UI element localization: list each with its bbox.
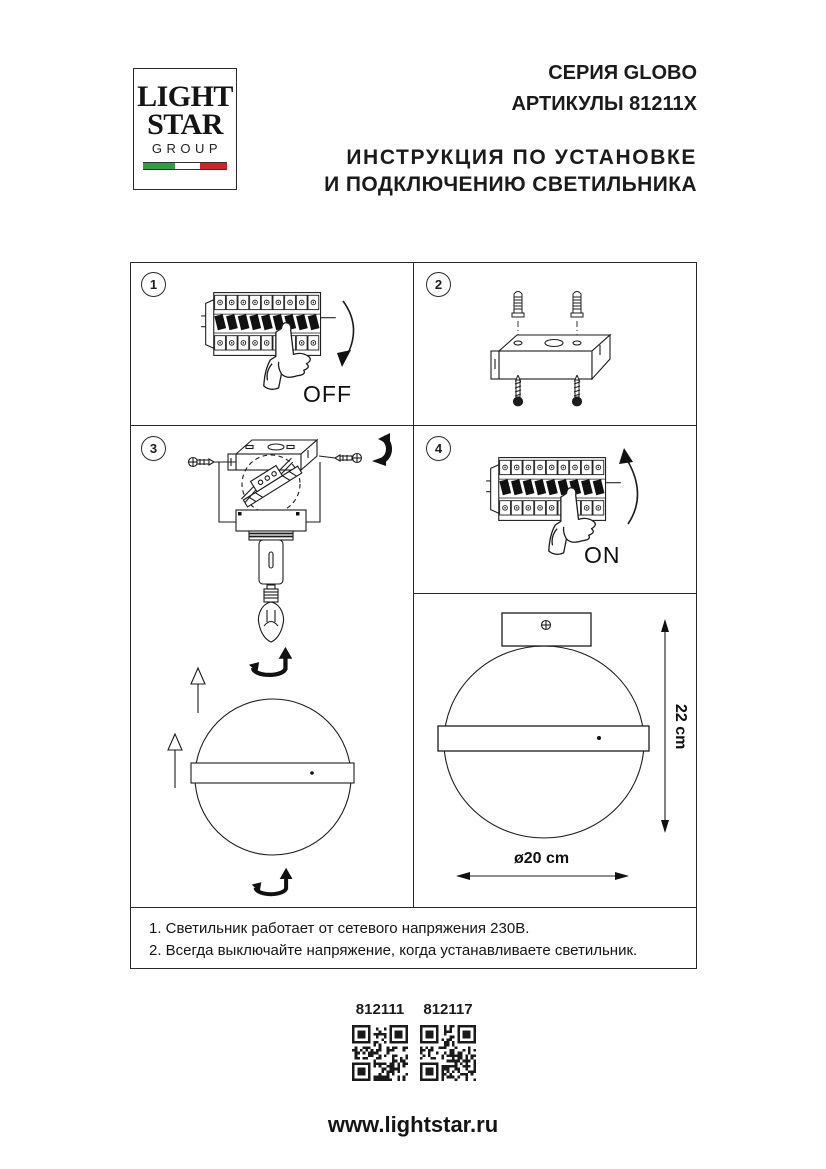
qr-block-812111: [351, 1001, 409, 1081]
assembly-drawing: [131, 426, 413, 907]
series-title: СЕРИЯ GLOBO: [548, 62, 697, 84]
breaker-on-drawing: [414, 426, 698, 593]
notes-box: [131, 907, 698, 970]
lightstar-logo: [133, 68, 237, 190]
bracket-mount-drawing: [414, 263, 698, 425]
qr-code-812111: [352, 1025, 408, 1081]
flag-white: [175, 163, 200, 169]
qr-label-812111: 812111: [355, 1001, 405, 1018]
breaker-off-drawing: [131, 263, 413, 425]
logo-word-light: LIGHT: [137, 80, 233, 113]
step3-number-badge: 3: [141, 436, 166, 461]
italian-flag-bar: [143, 162, 227, 170]
instruction-title-line2: И ПОДКЛЮЧЕНИЮ СВЕТИЛЬНИКА: [324, 173, 697, 196]
diameter-dimension-label: ø20 cm: [514, 850, 570, 867]
step4-panel: [414, 426, 698, 593]
on-label: ON: [584, 542, 621, 568]
step1-number-badge: 1: [141, 272, 166, 297]
articles-title: АРТИКУЛЫ 81211X: [511, 93, 697, 115]
height-dimension-label: 22 cm: [672, 704, 689, 750]
logo-word-group: GROUP: [151, 141, 223, 157]
qr-label-812117: 812117: [423, 1001, 473, 1018]
step3-panel: [131, 426, 413, 907]
qr-block-812117: [419, 1001, 477, 1081]
note-2: 2. Всегда выключайте напряжение, когда устанавливаете светильник.: [149, 942, 638, 959]
off-label: OFF: [303, 381, 352, 407]
step2-panel: [414, 263, 698, 425]
website-url: www.lightstar.ru: [327, 1112, 499, 1137]
flag-green: [143, 163, 175, 169]
note-1: 1. Светильник работает от сетевого напряжения 230В.: [149, 920, 530, 937]
logo-word-star: STAR: [147, 107, 223, 141]
step1-panel: [131, 263, 413, 425]
instruction-title-line1: ИНСТРУКЦИЯ ПО УСТАНОВКЕ: [346, 146, 697, 169]
diagram-grid: [130, 262, 697, 969]
qr-code-812117: [420, 1025, 476, 1081]
step2-number-badge: 2: [426, 272, 451, 297]
dimensions-panel: [414, 594, 698, 907]
flag-red: [200, 163, 227, 169]
step4-number-badge: 4: [426, 436, 451, 461]
